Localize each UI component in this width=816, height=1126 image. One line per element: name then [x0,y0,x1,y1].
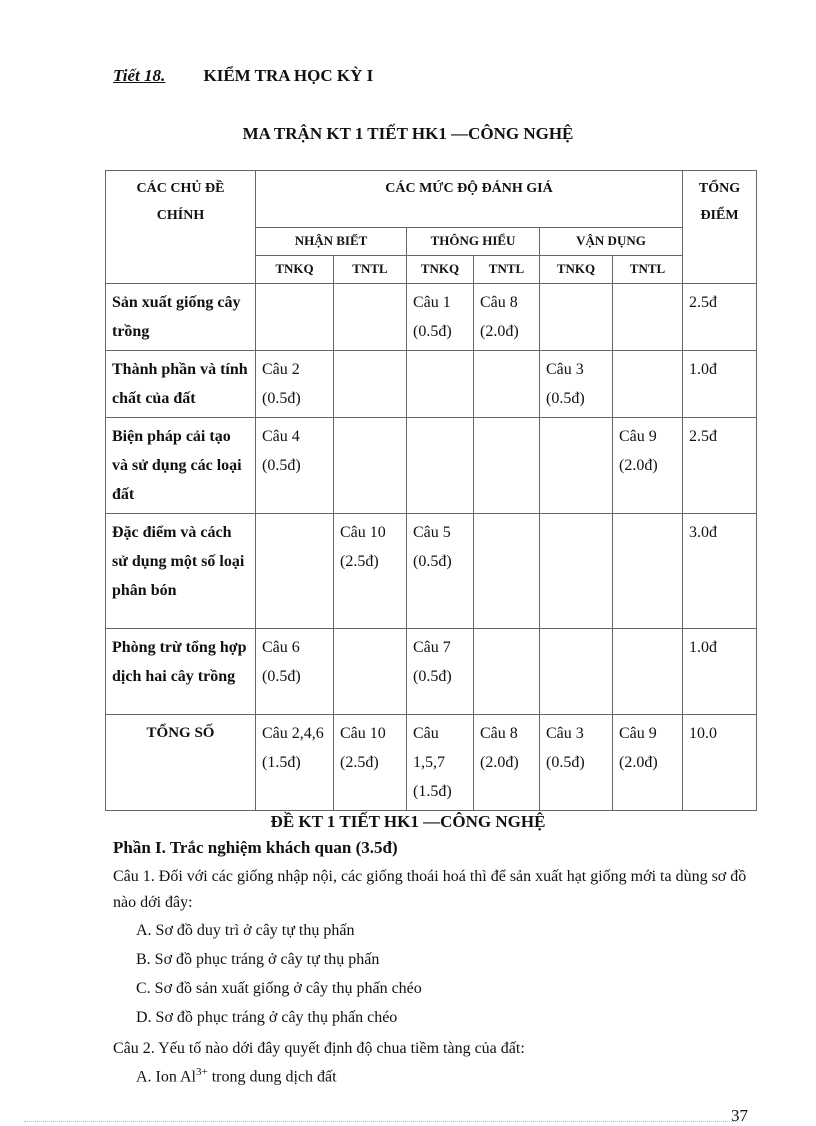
table-row [106,514,757,629]
table-cell: Câu 1 (0.5đ) [407,284,474,351]
table-cell [474,514,540,629]
table-cell: Câu 3 (0.5đ) [540,715,613,811]
table-cell [613,629,683,715]
table-cell: Câu 7 (0.5đ) [407,629,474,715]
table-cell: Câu 1,5,7 (1.5đ) [407,715,474,811]
table-cell: Câu 5 (0.5đ) [407,514,474,629]
table-cell [613,514,683,629]
table-cell [407,351,474,418]
table-cell [334,629,407,715]
table-row [106,418,757,514]
assessment-matrix-table [105,170,757,811]
topic-cell: Phòng trừ tổng hợp dịch hai cây trồng [106,629,256,715]
table-cell: Câu 9 (2.0đ) [613,715,683,811]
question-1-option-c: C. Sơ đồ sản xuất giống ở cây thụ phấn chéo [136,980,422,997]
question-2-option-a [136,1066,337,1086]
matrix-title: MA TRẬN KT 1 TIẾT HK1 —CÔNG NGHỆ [242,124,574,143]
topic-cell: Đặc điểm và cách sử dụng một số loại phân bón [106,514,256,629]
table-cell [256,514,334,629]
level-recognize: NHẬN BIẾT [256,228,407,256]
question-1-option-a: A. Sơ đồ duy trì ở cây tự thụ phấn [136,922,355,939]
question-1-option-d: D. Sơ đồ phục tráng ở cây thụ phấn chéo [136,1009,398,1026]
exam-title: ĐỀ KT 1 TIẾT HK1 —CÔNG NGHỆ [270,812,546,831]
table-cell: Câu 8 (2.0đ) [474,715,540,811]
table-cell: Câu 6 (0.5đ) [256,629,334,715]
level-understand: THÔNG HIỂU [407,228,540,256]
question-2: Câu 2. Yếu tố nào dới đây quyết định độ chua tiềm tàng của đất: [113,1040,525,1057]
table-row [106,284,757,351]
total-cell: 2.5đ [683,284,757,351]
sub-header: TNKQ [407,256,474,284]
header-levels: CÁC MỨC ĐỘ ĐÁNH GIÁ [256,171,683,228]
page-number: 37 [731,1106,748,1125]
grand-total-cell: 10.0 [683,715,757,811]
lesson-label: Tiết 18. [113,66,166,85]
table-cell [540,629,613,715]
table-cell: Câu 9 (2.0đ) [613,418,683,514]
table-cell: Câu 4 (0.5đ) [256,418,334,514]
total-cell: 2.5đ [683,418,757,514]
exam-heading: KIỂM TRA HỌC KỲ I [203,66,374,85]
table-cell: Câu 10 (2.5đ) [334,715,407,811]
table-cell [474,418,540,514]
option-a-prefix: A. Ion Al [136,1068,196,1086]
table-cell [540,284,613,351]
table-row [106,629,757,715]
table-cell [334,418,407,514]
sub-header: TNTL [334,256,407,284]
table-row-total [106,715,757,811]
table-cell: Câu 8 (2.0đ) [474,284,540,351]
table-cell [334,351,407,418]
table-row [106,351,757,418]
table-cell [474,351,540,418]
question-1: Câu 1. Đối với các giống nhập nội, các giống thoái hoá thì để sản xuất hạt giống mới ta dùng sơ đồ nào dới đây: [113,868,747,911]
table-cell: Câu 3 (0.5đ) [540,351,613,418]
table-cell: Câu 2 (0.5đ) [256,351,334,418]
table-cell [334,284,407,351]
sub-header: TNKQ [256,256,334,284]
table-cell [540,418,613,514]
sub-header: TNKQ [540,256,613,284]
sub-header: TNTL [613,256,683,284]
sub-header: TNTL [474,256,540,284]
document-heading [113,66,373,86]
table-cell [256,284,334,351]
topic-cell: Thành phần và tính chất của đất [106,351,256,418]
header-topics: CÁC CHỦ ĐỀ CHÍNH [106,171,256,284]
header-total: TỔNG ĐIỂM [683,171,757,284]
table-cell [540,514,613,629]
level-apply: VẬN DỤNG [540,228,683,256]
option-a-suffix: trong dung dịch đất [207,1068,337,1086]
footer-divider [24,1121,738,1122]
table-cell [474,629,540,715]
ion-charge: 3+ [196,1066,208,1078]
table-cell [613,351,683,418]
table-cell: Câu 10 (2.5đ) [334,514,407,629]
total-cell: 3.0đ [683,514,757,629]
table-cell: Câu 2,4,6 (1.5đ) [256,715,334,811]
question-1-option-b: B. Sơ đồ phục tráng ở cây tự thụ phấn [136,951,380,968]
total-cell: 1.0đ [683,629,757,715]
topic-cell: Biện pháp cải tạo và sử dụng các loại đất [106,418,256,514]
total-cell: 1.0đ [683,351,757,418]
total-label: TỔNG SỐ [106,715,256,811]
table-cell [613,284,683,351]
table-cell [407,418,474,514]
section-title: Phần I. Trắc nghiệm khách quan (3.5đ) [113,838,398,857]
topic-cell: Sản xuất giống cây trồng [106,284,256,351]
